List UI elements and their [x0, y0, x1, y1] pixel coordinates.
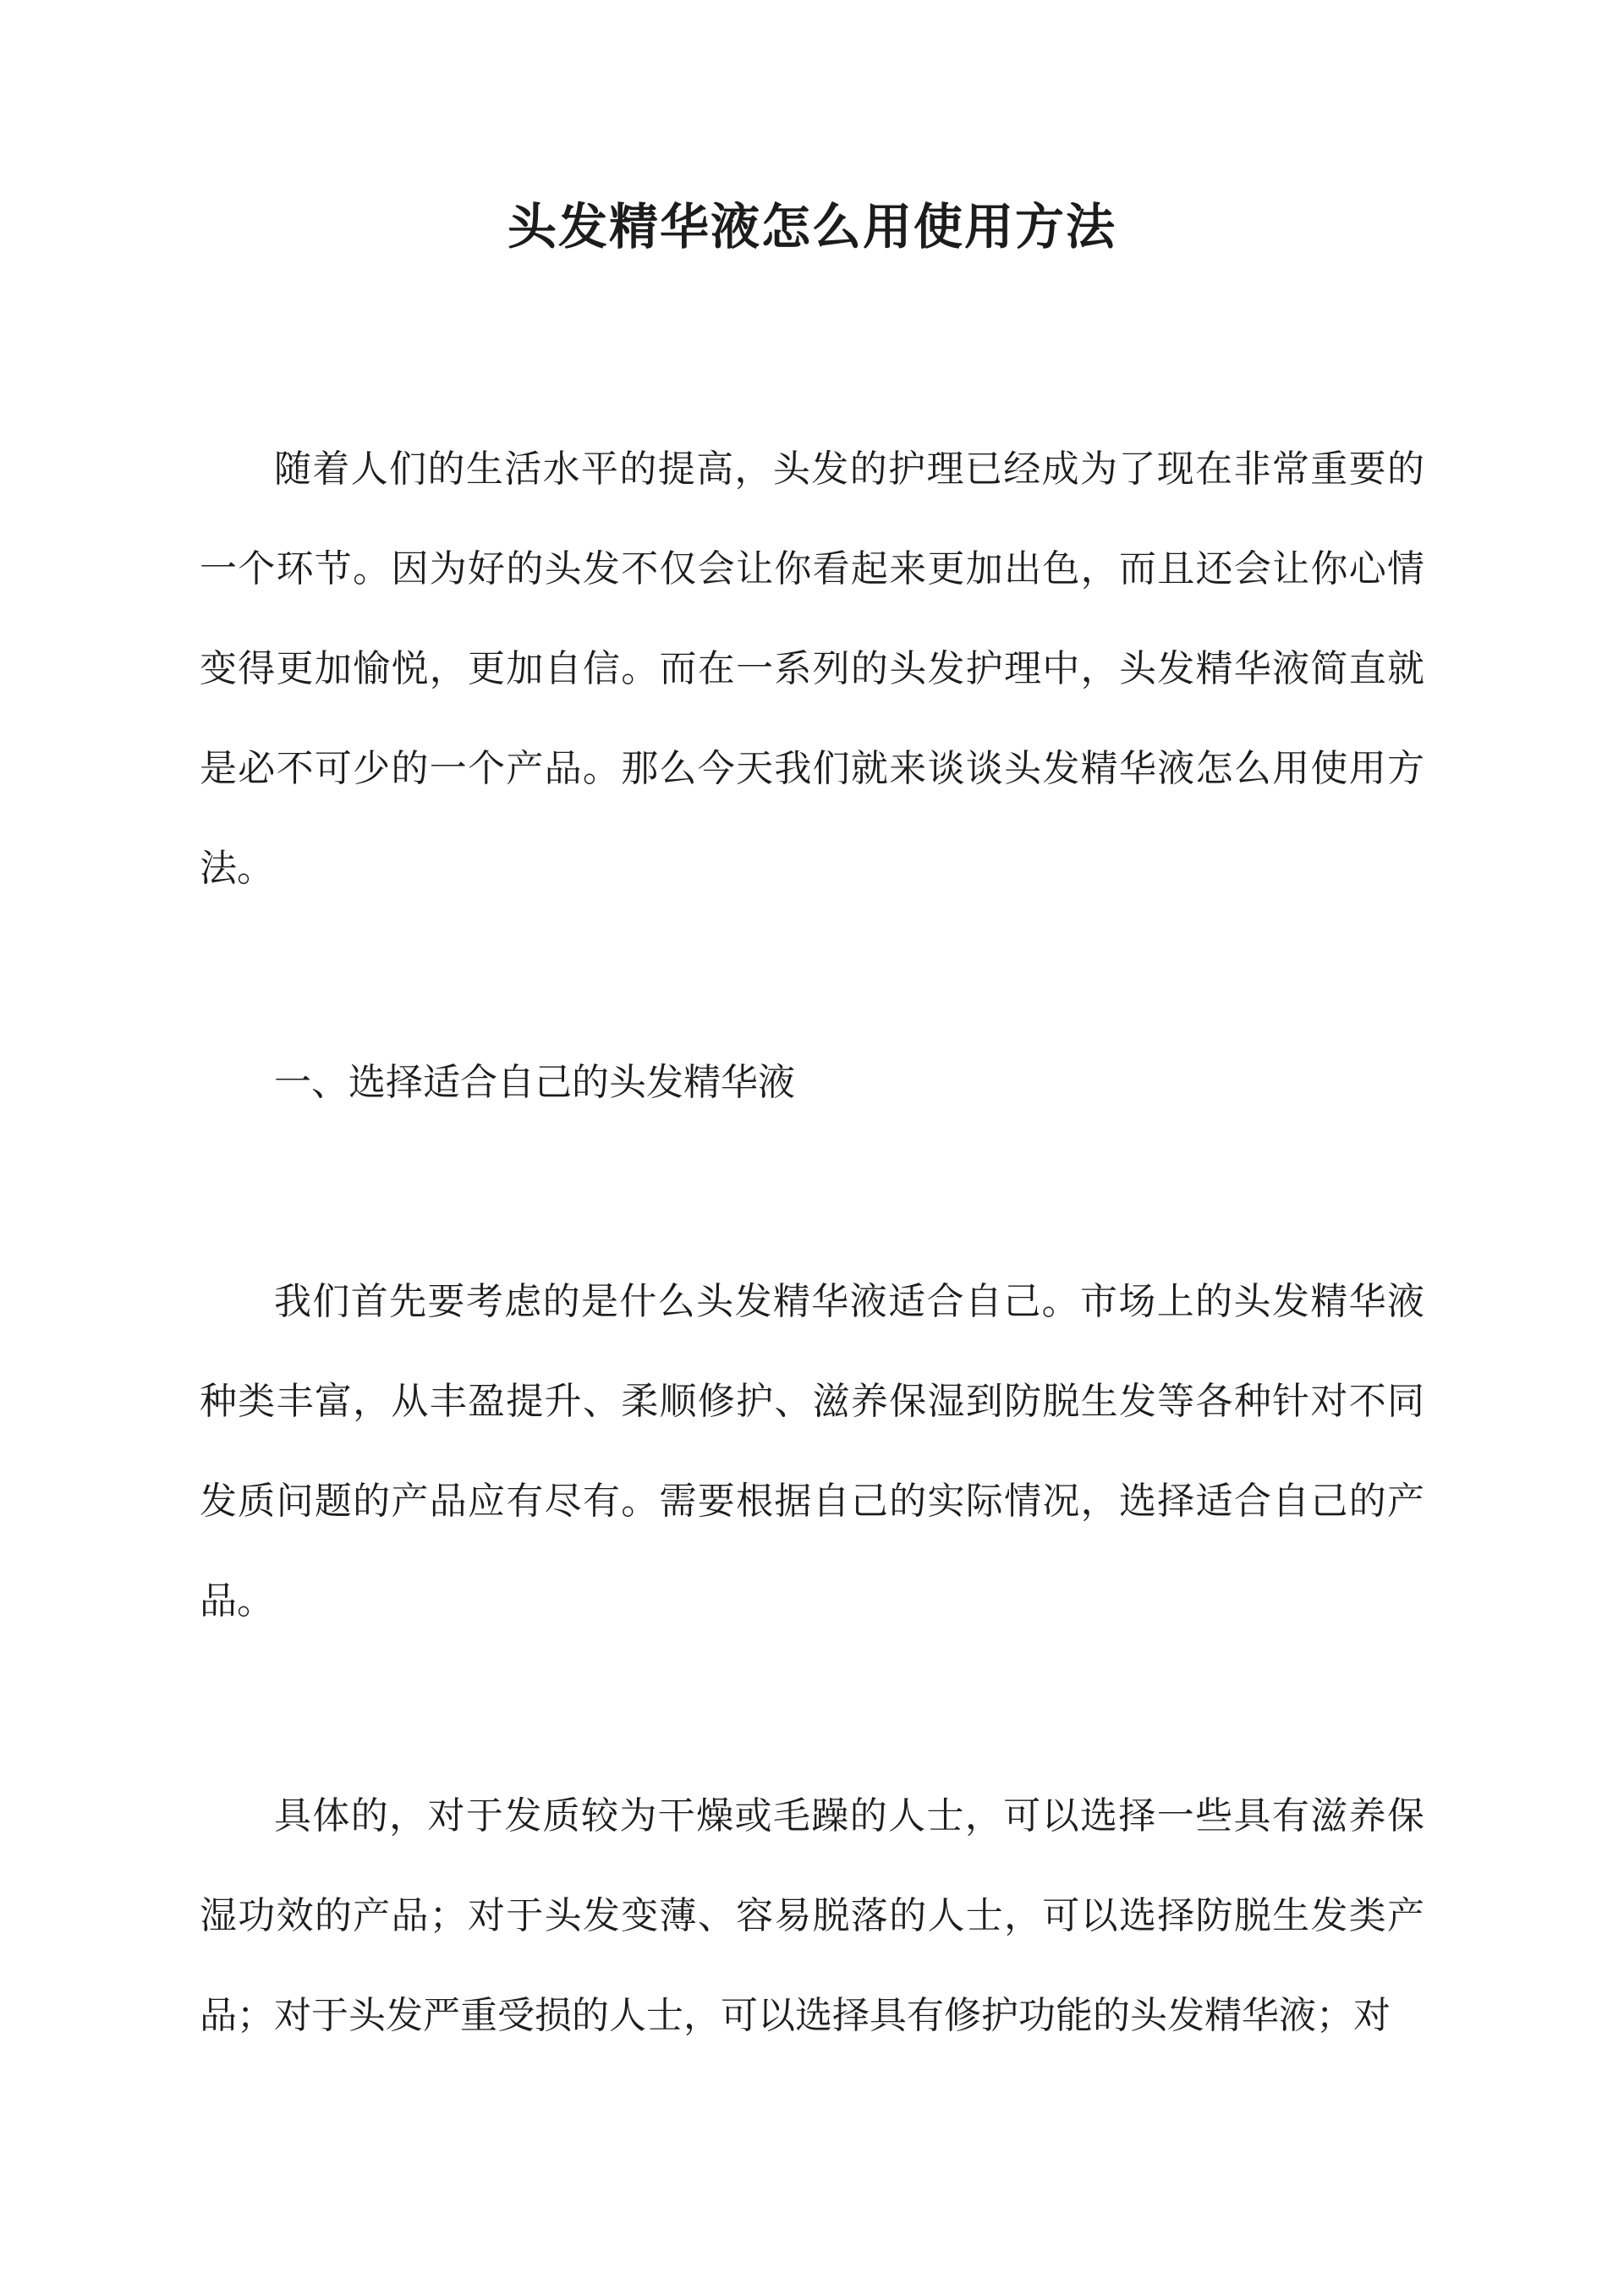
section-heading-1: 一、选择适合自己的头发精华液 [274, 1061, 795, 1104]
section-paragraph-1: 我们首先要考虑的是什么头发精华液适合自己。市场上的头发精华液种类丰富，从丰盈提升、柔顺修护、滋养保湿到防脱生发等各种针对不同发质问题的产品应有尽有。需要根据自己的实际情况，选择适合自己的产品。 [200, 1280, 1424, 1623]
document-title: 头发精华液怎么用使用方法 [507, 198, 1116, 255]
section-paragraph-2: 具体的，对于发质较为干燥或毛躁的人士，可以选择一些具有滋养保湿功效的产品；对于头发变薄、容易脱落的人士，可以选择防脱生发类产品；对于头发严重受损的人士，可以选择具有修护功能的头发精华液；对 [200, 1794, 1424, 2037]
intro-paragraph: 随着人们的生活水平的提高，头发的护理已经成为了现在非常重要的一个环节。因为好的头发不仅会让你看起来更加出色，而且还会让你心情变得更加愉悦，更加自信。而在一系列的头发护理中，头发精华液简直就是必不可少的一个产品。那么今天我们就来谈谈头发精华液怎么用使用方法。 [200, 448, 1424, 890]
